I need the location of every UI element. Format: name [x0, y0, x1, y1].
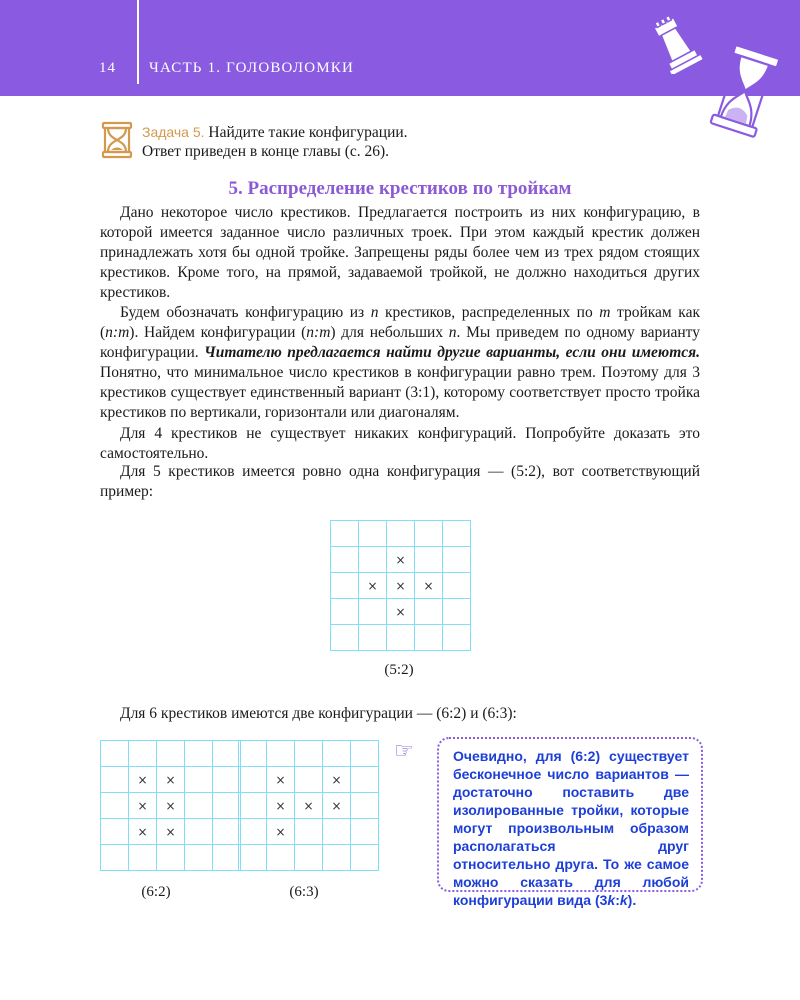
grid-cell — [267, 741, 295, 767]
grid-6-2 — [100, 740, 241, 871]
grid-cell — [331, 625, 359, 651]
grid-cell — [443, 599, 471, 625]
chapter-title: ЧАСТЬ 1. ГОЛОВОЛОМКИ — [149, 60, 355, 76]
task-prompt: Найдите такие конфигурации. — [204, 124, 408, 141]
grid-cell-cross: × — [157, 793, 185, 819]
task-line-1 — [142, 122, 408, 143]
grid-cell — [213, 845, 241, 871]
grid-cell — [239, 741, 267, 767]
grid-cell — [295, 819, 323, 845]
caption-6-3: (6:3) — [289, 884, 319, 900]
caption-5-2: (5:2) — [384, 662, 414, 678]
grid-row — [101, 767, 241, 793]
grid-row — [331, 547, 471, 573]
grid-cell — [101, 793, 129, 819]
p2-text-c: тройкам как ( — [100, 304, 701, 341]
grid-cell — [415, 521, 443, 547]
grid-cell-cross: × — [157, 767, 185, 793]
grid-row — [101, 741, 241, 767]
grid-cell — [101, 741, 129, 767]
grid-cell — [351, 793, 379, 819]
grid-row — [331, 573, 471, 599]
task-answer-ref: Ответ приведен в конце главы (с. 26). — [142, 143, 390, 160]
p2-text-f: . Мы приведем по одному варианту конфигурации. — [100, 324, 701, 361]
grid-cell — [415, 547, 443, 573]
paragraph-3: Для 4 крестиков не существует никаких конфигураций. Попробуйте доказать это самостоятельно. — [100, 425, 700, 462]
grid-cell-cross: × — [387, 547, 415, 573]
grid-cell — [129, 845, 157, 871]
grid-cell-cross: × — [387, 599, 415, 625]
header-divider — [137, 0, 139, 84]
grid-cell — [323, 845, 351, 871]
grid-cell — [185, 819, 213, 845]
grid-row — [101, 819, 241, 845]
grid-cell — [101, 819, 129, 845]
grid-cell — [295, 845, 323, 871]
grid-cell — [101, 767, 129, 793]
side-note — [437, 737, 703, 908]
note-end: ). — [627, 892, 637, 908]
page-number: 14 — [99, 60, 116, 76]
grid-cell-cross: × — [323, 767, 351, 793]
grid-cell — [157, 845, 185, 871]
p2-text-e: ) для небольших — [330, 324, 449, 341]
grid-cell — [295, 741, 323, 767]
grid-cell — [213, 793, 241, 819]
grid-cell — [213, 767, 241, 793]
grid-row — [239, 793, 379, 819]
grid-cell-cross: × — [323, 793, 351, 819]
grid-cell — [331, 521, 359, 547]
grid-cell-cross: × — [359, 573, 387, 599]
p2-notation-2: n:m — [306, 324, 331, 341]
caption-6-2: (6:2) — [141, 884, 171, 900]
grid-row — [239, 741, 379, 767]
grid-cell — [359, 599, 387, 625]
grid-cell — [129, 741, 157, 767]
p2-var-n: n — [370, 304, 379, 321]
grid-cell — [415, 599, 443, 625]
note-text: Очевидно, для (6:2) существует бесконечное число вариантов — достаточно поставить две изолированные тройки, которые могут произвольным образом располагаться друг относительно друга. То же самое можно сказать для любой конфигурации вида (3 — [453, 748, 689, 908]
grid-cell-cross: × — [295, 793, 323, 819]
note-var-k2: k — [619, 892, 628, 908]
section-title: 5. Распределение крестиков по тройкам — [228, 178, 572, 199]
p2-text-b: крестиков, распределенных по — [378, 304, 600, 321]
grid-cell — [239, 845, 267, 871]
grid-cell — [331, 599, 359, 625]
grid-cell — [239, 819, 267, 845]
grid-cell — [239, 767, 267, 793]
grid-cell — [213, 819, 241, 845]
p2-var-m: m — [599, 304, 611, 321]
grid-row — [239, 845, 379, 871]
note-var-k1: k — [607, 892, 616, 908]
grid-row — [331, 521, 471, 547]
grid-cell — [351, 845, 379, 871]
grid-cell — [267, 845, 295, 871]
grid-cell — [295, 767, 323, 793]
paragraph-1: Дано некоторое число крестиков. Предлагается построить из них конфигурацию, в которой имеется заданное число различных троек. При этом каждый крестик должен принадлежать хотя бы одной тройке. Запрещены ряды более чем из трех рядом стоящих крестиков. Кроме того, на прямой, задаваемой тройкой, не должно находиться других крестиков. — [100, 204, 700, 301]
grid-6-3 — [238, 740, 379, 871]
p2-emphasis: Читателю предлагается найти другие варианты, если они имеются. — [204, 344, 701, 361]
grid-cell — [443, 547, 471, 573]
grid-row — [239, 767, 379, 793]
grid-cell-cross: × — [267, 819, 295, 845]
chess-rook-icon — [640, 14, 710, 74]
grid-cell — [359, 521, 387, 547]
grid-cell — [185, 845, 213, 871]
grid-row — [331, 625, 471, 651]
grid-cell-cross: × — [267, 767, 295, 793]
hourglass-small-icon — [100, 121, 134, 159]
grid-cell — [331, 573, 359, 599]
grid-cell — [443, 521, 471, 547]
grid-cell-cross: × — [267, 793, 295, 819]
grid-5-2 — [330, 520, 471, 651]
grid-cell-cross: × — [129, 819, 157, 845]
grid-cell-cross: × — [387, 573, 415, 599]
grid-row — [239, 819, 379, 845]
paragraph-5: Для 6 крестиков имеются две конфигурации — (6:2) и (6:3): — [120, 705, 517, 722]
grid-cell-cross: × — [415, 573, 443, 599]
grid-cell-cross: × — [129, 793, 157, 819]
grid-row — [101, 793, 241, 819]
hourglass-icon — [704, 44, 786, 138]
grid-cell — [239, 793, 267, 819]
paragraph-2 — [100, 303, 700, 423]
p2-text-g: Понятно, что минимальное число крестиков в конфигурации равно трем. Поэтому для 3 крестиков существует единственный вариант (3:1), которому соответствует просто тройка крестиков по вертикали, горизонтали или диагоналям. — [100, 364, 700, 421]
grid-row — [331, 599, 471, 625]
grid-cell — [185, 767, 213, 793]
grid-cell — [415, 625, 443, 651]
grid-cell — [213, 741, 241, 767]
grid-cell — [185, 793, 213, 819]
grid-cell — [185, 741, 213, 767]
p2-var-n-2: n — [448, 324, 457, 341]
grid-cell-cross: × — [157, 819, 185, 845]
grid-cell — [351, 819, 379, 845]
grid-cell — [351, 741, 379, 767]
p2-text-a: Будем обозначать конфигурацию из — [120, 304, 371, 321]
task-label: Задача 5. — [142, 124, 205, 140]
grid-cell — [359, 547, 387, 573]
grid-row — [101, 845, 241, 871]
grid-cell — [323, 741, 351, 767]
grid-cell — [387, 521, 415, 547]
p2-text-d: ). Найдем конфигурации ( — [129, 324, 307, 341]
grid-cell — [387, 625, 415, 651]
grid-cell — [351, 767, 379, 793]
grid-cell — [443, 625, 471, 651]
grid-cell — [331, 547, 359, 573]
grid-cell — [157, 741, 185, 767]
grid-cell — [101, 845, 129, 871]
grid-cell — [323, 819, 351, 845]
p2-notation: n:m — [105, 324, 130, 341]
note-colon: : — [615, 892, 620, 908]
pointing-hand-icon: ☞ — [394, 739, 414, 764]
grid-cell — [443, 573, 471, 599]
grid-cell — [359, 625, 387, 651]
grid-cell-cross: × — [129, 767, 157, 793]
paragraph-4: Для 5 крестиков имеется ровно одна конфигурация — (5:2), вот соответствующий пример: — [100, 463, 700, 500]
